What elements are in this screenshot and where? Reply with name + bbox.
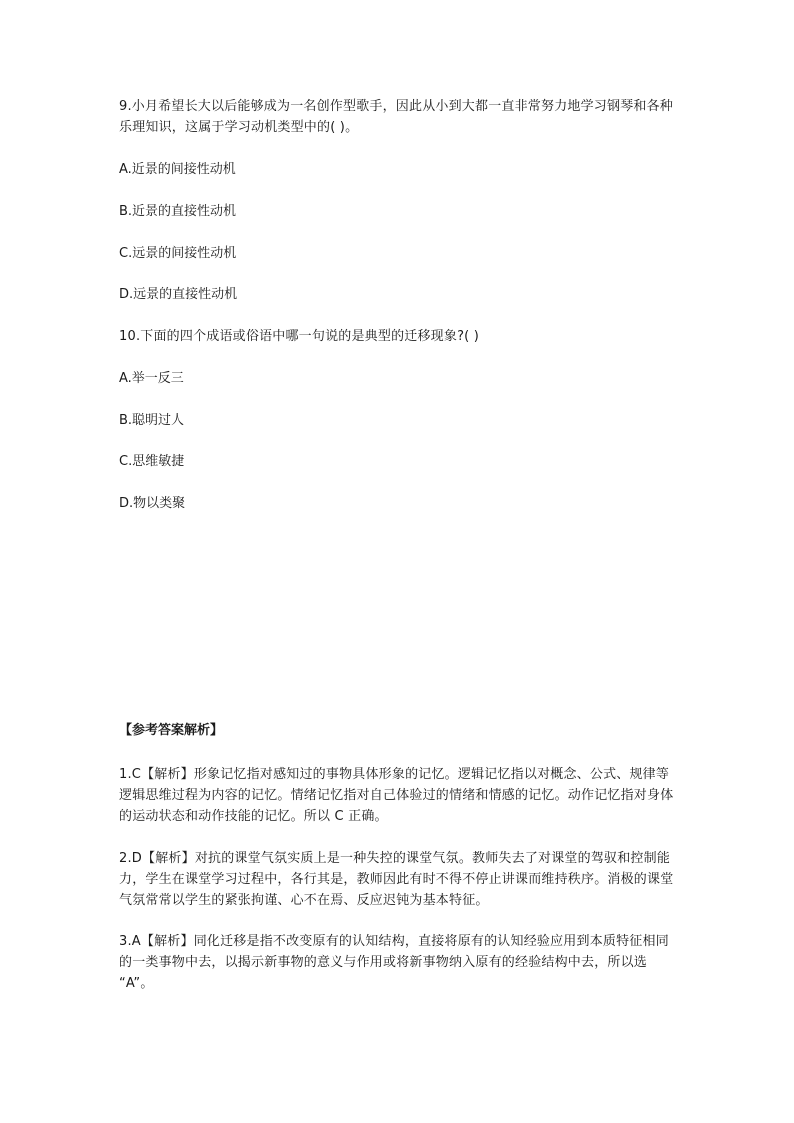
question-10-option-b [119,410,679,431]
option-text: D.远景的直接性动机 [119,287,238,302]
option-text: D.物以类聚 [119,496,186,511]
answer-item-1: 1.C【解析】形象记忆指对感知过的事物具体形象的记忆。逻辑记忆指以对概念、公式、规律等逻辑思维过程为内容的记忆。情绪记忆指对自己体验过的情绪和情感的记忆。动作记忆指对身体的运动状态和动作技能的记忆。所以 C 正确。 [119,767,674,824]
question-10-stem: 10.下面的四个成语或俗语中哪一句说的是典型的迁移现象?( ) [119,329,480,344]
question-9-option-d [119,284,679,305]
answers-title: 【参考答案解析】 [119,723,224,738]
option-text: A.举一反三 [119,371,184,386]
option-text: C.远景的间接性动机 [119,246,237,261]
question-9 [119,96,679,138]
question-9-stem: 9.小月希望长大以后能够成为一名创作型歌手，因此从小到大都一直非常努力地学习钢琴和各种乐理知识，这属于学习动机类型中的( )。 [119,99,674,135]
question-10-option-a [119,368,679,389]
question-10-option-d [119,493,679,514]
question-9-option-c [119,243,679,264]
question-9-option-a [119,159,679,180]
question-10 [119,326,679,347]
option-text: B.近景的直接性动机 [119,204,237,219]
option-text: A.近景的间接性动机 [119,162,236,177]
answer-item-2: 2.D【解析】对抗的课堂气氛实质上是一种失控的课堂气氛。教师失去了对课堂的驾驭和控制能力，学生在课堂学习过程中，各行其是，教师因此有时不得不停止讲课而维持秩序。消极的课堂气氛常常以学生的紧张拘谨、心不在焉、反应迟钝为基本特征。 [119,851,674,908]
answer-item-3: 3.A【解析】同化迁移是指不改变原有的认知结构，直接将原有的认知经验应用到本质特征相同的一类事物中去，以揭示新事物的意义与作用或将新事物纳入原有的经验结构中去，所以选 “A”。 [119,934,669,991]
question-9-option-b [119,201,679,222]
question-10-option-c [119,451,679,472]
option-text: B.聪明过人 [119,413,185,428]
option-text: C.思维敏捷 [119,454,185,469]
